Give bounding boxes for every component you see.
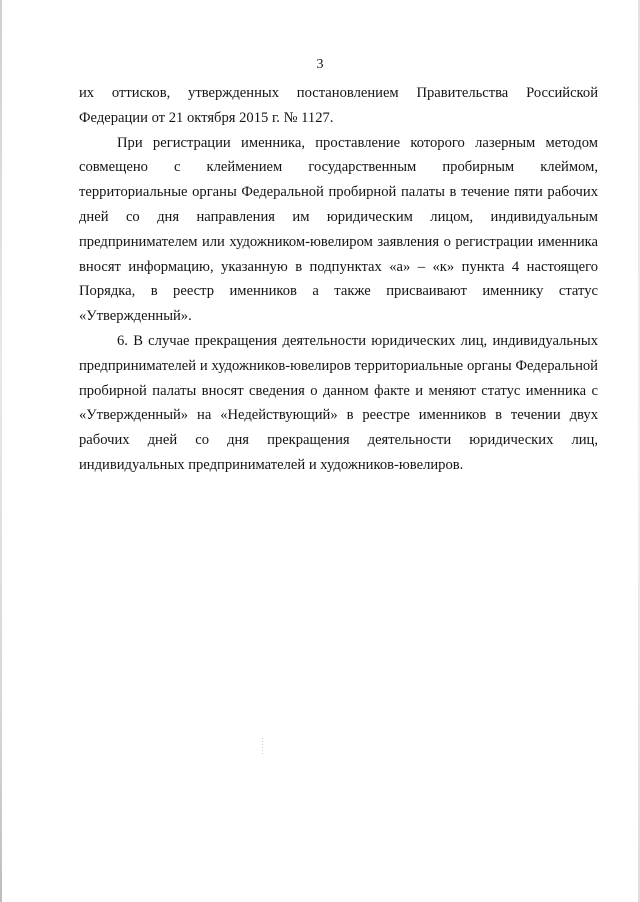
paragraph-continuation: их оттисков, утвержденных постановлением Правительства Российской Федерации от 21 октября 2015 г. № 1127. — [79, 85, 598, 126]
page-number: 3 — [316, 57, 324, 72]
paragraph-registration: При регистрации именника, проставление которого лазерным методом совмещено с клеймением государственным пробирным клеймом, территориальные органы Федеральной пробирной палаты в течение пяти рабочих дней со дня направления им юридическим лицом, индивидуальным предпринимателем или художником-ювелиром заявления о регистрации именника вносят информацию, указанную в подпунктах «а» – «к» пункта 4 настоящего Порядка, в реестр именников а также присваивают именнику статус «Утвержденный». — [79, 134, 598, 325]
scan-artifact — [262, 738, 263, 754]
document-body — [79, 81, 598, 478]
scan-edge-left — [0, 0, 2, 902]
paragraph-item-6: 6. В случае прекращения деятельности юридических лиц, индивидуальных предпринимателей и художников-ювелиров территориальные органы Федеральной пробирной палаты вносят сведения о данном факте и меняют статус именника с «Утвержденный» на «Недействующий» в реестре именников в течении двух рабочих дней со дня прекращения деятельности юридических лиц, индивидуальных предпринимателей и художников-ювелиров. — [79, 332, 598, 473]
